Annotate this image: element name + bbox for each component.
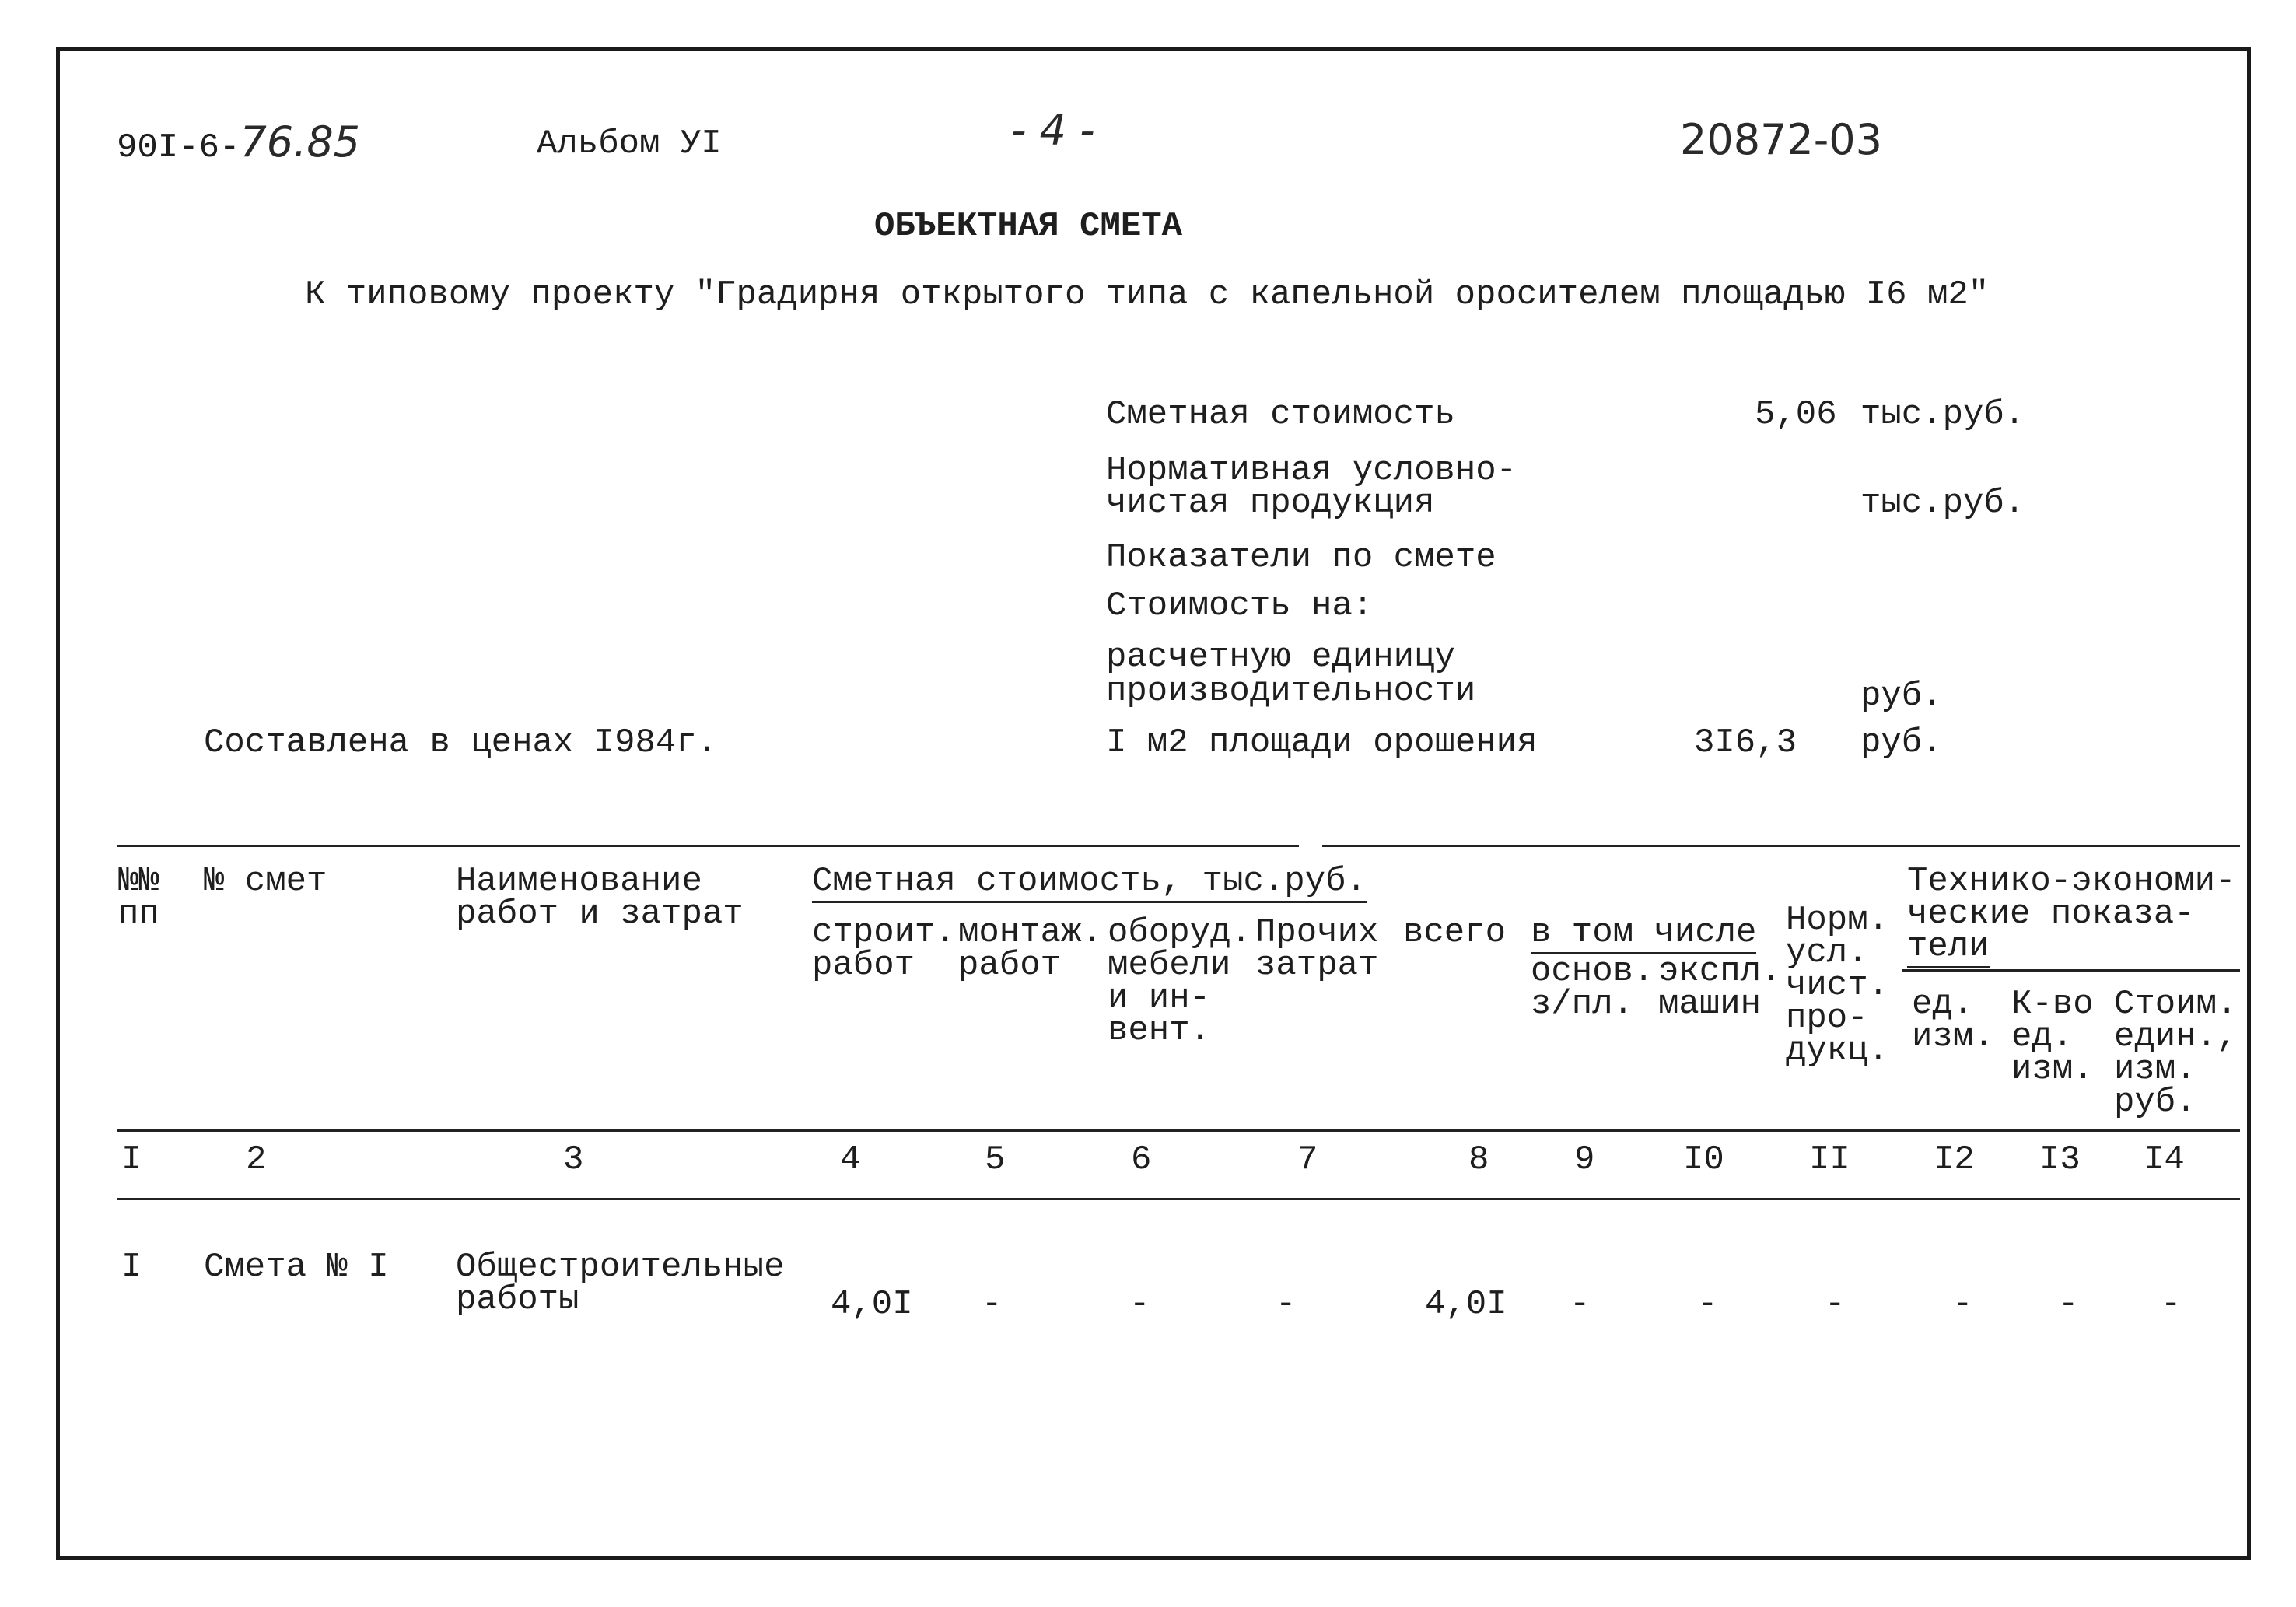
h-cost: Сметная стоимость, тыс.руб. — [812, 863, 1367, 903]
norm-label-2: чистая продукция — [1106, 484, 1435, 523]
row-norm: - — [1825, 1285, 1846, 1324]
page-frame — [56, 47, 2251, 1560]
compiled-prices: Составлена в ценах I984г. — [204, 723, 718, 762]
h-unit-2: изм. — [1912, 1017, 1994, 1056]
h-qty-2: ед. — [2011, 1017, 2074, 1056]
col-num-12: I2 — [1934, 1140, 1975, 1179]
h-expl-2: машин — [1658, 985, 1762, 1024]
h-price-2: един., — [2114, 1017, 2238, 1056]
col-num-3: 3 — [563, 1140, 584, 1179]
h-total: всего — [1403, 913, 1507, 952]
h-tech-2: ческие показа- — [1907, 895, 2195, 933]
h-tech-1: Технико-экономи- — [1907, 862, 2236, 901]
area-value: 3I6,3 — [1694, 723, 1797, 762]
h-qty-3: изм. — [2011, 1050, 2094, 1089]
h-norm-3: чист. — [1786, 966, 1889, 1005]
cost-per-label: Стоимость на: — [1106, 586, 1374, 625]
h-norm-2: усл. — [1786, 933, 1868, 972]
h-mount-2: работ — [958, 946, 1062, 985]
col-num-14: I4 — [2144, 1140, 2185, 1179]
h-incl: в том числе — [1531, 915, 1756, 954]
col-num-8: 8 — [1468, 1140, 1489, 1179]
h-expl-1: экспл. — [1658, 952, 1782, 991]
album-label: Альбом УI — [537, 124, 722, 163]
norm-unit: тыс.руб. — [1860, 484, 2025, 523]
h-equip-4: вент. — [1108, 1011, 1211, 1050]
h-num-2: пп — [118, 895, 159, 933]
area-label: I м2 площади орошения — [1106, 723, 1538, 762]
col-num-7: 7 — [1297, 1140, 1318, 1179]
h-equip-1: оборуд. — [1108, 913, 1251, 952]
row-qty: - — [2058, 1285, 2079, 1324]
table-header-bottom-rule — [117, 1129, 2240, 1132]
document-subtitle: К типовому проекту "Градирня открытого типа с капельной оросителем площадью I6 м2" — [305, 275, 1990, 314]
column-numbers-bottom-rule — [117, 1198, 2240, 1200]
col-num-9: 9 — [1574, 1140, 1595, 1179]
h-name-2: работ и затрат — [456, 895, 744, 933]
h-mount-1: монтаж. — [958, 913, 1102, 952]
col-num-6: 6 — [1131, 1140, 1152, 1179]
h-tech-3: тели — [1907, 929, 1990, 968]
row-name-1: Общестроительные — [456, 1248, 785, 1287]
cost-value: 5,06 — [1755, 395, 1837, 434]
table-top-rule-right — [1322, 845, 2240, 847]
h-unit-1: ед. — [1912, 985, 1974, 1024]
project-code-prefix: 90I-6- — [117, 128, 240, 167]
h-price-1: Стоим. — [2114, 985, 2238, 1024]
h-other-1: Прочих — [1255, 913, 1379, 952]
col-num-1: I — [121, 1140, 142, 1179]
page-number: - 4 - — [1011, 106, 1095, 155]
h-num-1: №№ — [118, 862, 159, 901]
row-name-2: работы — [456, 1280, 579, 1319]
cost-label: Сметная стоимость — [1106, 395, 1455, 434]
col-num-13: I3 — [2039, 1140, 2081, 1179]
area-unit: руб. — [1860, 723, 1943, 762]
h-name-1: Наименование — [456, 862, 702, 901]
row-osn: - — [1570, 1285, 1591, 1324]
h-osn-1: основ. — [1531, 952, 1654, 991]
col-num-5: 5 — [985, 1140, 1006, 1179]
document-title: ОБЪЕКТНАЯ СМЕТА — [874, 207, 1183, 246]
document-number: 20872-03 — [1680, 115, 1882, 164]
project-code-handwritten: 76.85 — [240, 117, 361, 166]
h-equip-3: и ин- — [1108, 979, 1211, 1017]
h-norm-1: Норм. — [1786, 901, 1889, 940]
h-smet: № смет — [204, 862, 327, 901]
col-num-2: 2 — [246, 1140, 267, 1179]
h-equip-2: мебели — [1108, 946, 1231, 985]
tech-sub-rule — [1902, 969, 2240, 972]
table-top-rule-left — [117, 845, 1299, 847]
calc-unit-label-2: производительности — [1106, 672, 1476, 711]
calc-unit-label-1: расчетную единицу — [1106, 638, 1455, 677]
h-norm-4: про- — [1786, 999, 1868, 1038]
row-build: 4,0I — [831, 1285, 913, 1324]
norm-label-1: Нормативная условно- — [1106, 451, 1517, 490]
row-unit: - — [1952, 1285, 1973, 1324]
indicators-label: Показатели по смете — [1106, 538, 1496, 577]
row-smet: Смета № I — [204, 1248, 389, 1287]
row-equip: - — [1129, 1285, 1150, 1324]
cost-unit: тыс.руб. — [1860, 395, 2025, 434]
project-code — [117, 117, 361, 167]
row-price: - — [2161, 1285, 2182, 1324]
h-build-1: строит. — [812, 913, 956, 952]
row-total: 4,0I — [1425, 1285, 1507, 1324]
row-num: I — [121, 1248, 142, 1287]
col-num-11: II — [1809, 1140, 1850, 1179]
col-num-10: I0 — [1683, 1140, 1724, 1179]
col-num-4: 4 — [840, 1140, 861, 1179]
h-osn-2: з/пл. — [1531, 985, 1634, 1024]
row-mount: - — [982, 1285, 1003, 1324]
h-build-2: работ — [812, 946, 915, 985]
h-norm-5: дукц. — [1786, 1031, 1889, 1070]
h-qty-1: К-во — [2011, 985, 2094, 1024]
h-other-2: затрат — [1255, 946, 1379, 985]
row-expl: - — [1697, 1285, 1718, 1324]
h-price-3: изм. — [2114, 1050, 2196, 1089]
calc-unit-unit: руб. — [1860, 677, 1943, 716]
row-other: - — [1276, 1285, 1297, 1324]
h-price-4: руб. — [2114, 1083, 2196, 1122]
